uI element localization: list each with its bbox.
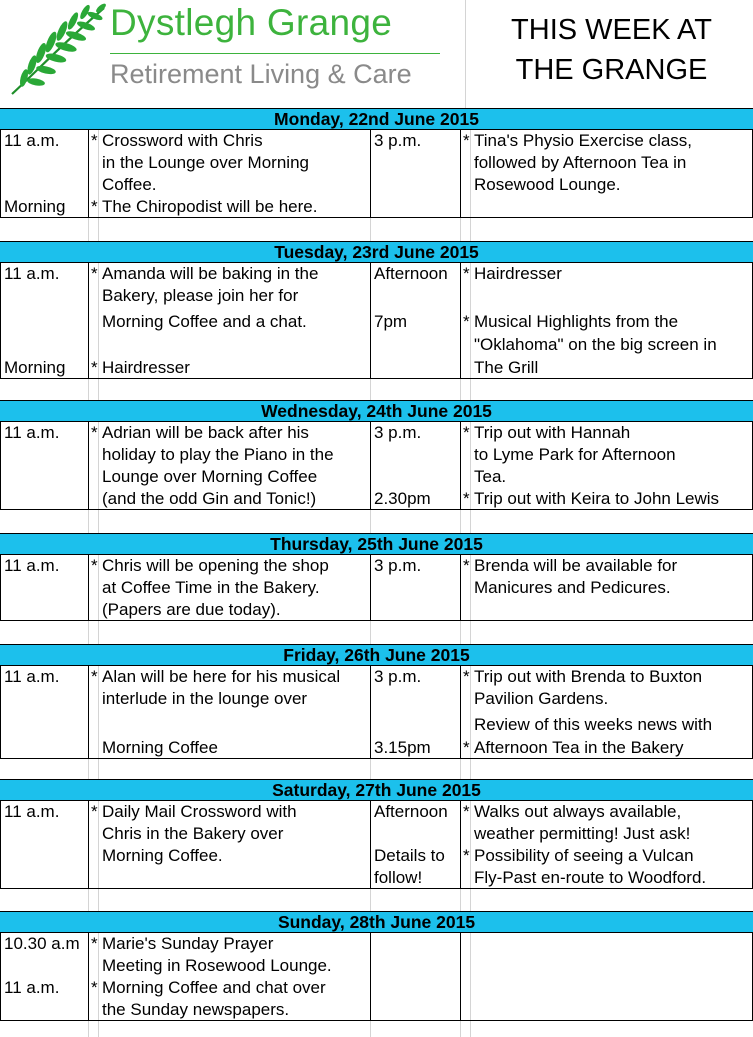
event-description: Alan will be here for his musical <box>102 667 341 686</box>
day-header-bar <box>0 779 753 801</box>
column-border <box>460 129 461 218</box>
event-description: Afternoon Tea in the Bakery <box>474 738 684 757</box>
day-header-bar <box>0 533 753 555</box>
event-description: Chris in the Bakery over <box>102 824 284 843</box>
column-border <box>88 800 89 889</box>
bullet-star: * <box>91 197 98 216</box>
event-time: follow! <box>374 868 423 887</box>
bullet-star: * <box>91 131 98 150</box>
bullet-star: * <box>463 423 470 442</box>
event-description: Marie's Sunday Prayer <box>102 934 274 953</box>
bullet-star: * <box>463 846 470 865</box>
event-description: Brenda will be available for <box>474 556 678 575</box>
event-description: Lounge over Morning Coffee <box>102 467 318 486</box>
event-description: (Papers are due today). <box>102 600 281 619</box>
event-time: 11 a.m. <box>4 667 60 686</box>
event-time: 7pm <box>374 312 408 331</box>
fern-leaf-icon <box>8 2 108 103</box>
event-description: Fly-Past en-route to Woodford. <box>474 868 707 887</box>
day-section <box>0 241 753 379</box>
event-description: Tea. <box>474 467 507 486</box>
column-border <box>460 262 461 379</box>
column-border <box>370 262 371 379</box>
event-description: holiday to play the Piano in the <box>102 445 334 464</box>
event-time: 11 a.m. <box>4 423 60 442</box>
event-description: The Chiropodist will be here. <box>102 197 318 216</box>
event-description: Meeting in Rosewood Lounge. <box>102 956 332 975</box>
event-description: interlude in the lounge over <box>102 689 308 708</box>
day-title: Sunday, 28th June 2015 <box>277 912 476 932</box>
column-border <box>88 129 89 218</box>
event-description: followed by Afternoon Tea in <box>474 153 687 172</box>
event-description: Chris will be opening the shop <box>102 556 329 575</box>
bullet-star: * <box>91 264 98 283</box>
event-time: 2.30pm <box>374 489 431 508</box>
column-border <box>370 421 371 510</box>
event-description: "Oklahoma" on the big screen in <box>474 335 717 354</box>
event-time: Morning <box>4 358 66 377</box>
day-header-bar <box>0 644 753 666</box>
event-time: Morning <box>4 197 66 216</box>
column-border <box>88 421 89 510</box>
event-time: 10.30 a.m <box>4 934 80 953</box>
header <box>0 0 753 108</box>
event-time: Afternoon <box>374 264 448 283</box>
event-description: Adrian will be back after his <box>102 423 309 442</box>
column-border <box>460 665 461 759</box>
event-description: in the Lounge over Morning <box>102 153 309 172</box>
bullet-star: * <box>463 489 470 508</box>
day-title: Thursday, 25th June 2015 <box>270 534 483 554</box>
column-border <box>370 932 371 1021</box>
column-border <box>460 554 461 621</box>
event-description: Bakery, please join her for <box>102 286 299 305</box>
event-description: Daily Mail Crossword with <box>102 802 297 821</box>
event-description: Morning Coffee. <box>102 846 223 865</box>
event-description: Morning Coffee and chat over <box>102 978 326 997</box>
bullet-star: * <box>463 738 470 757</box>
event-time: 3 p.m. <box>374 131 422 150</box>
event-description: Hairdresser <box>474 264 562 283</box>
day-header-bar <box>0 911 753 933</box>
day-title: Monday, 22nd June 2015 <box>274 109 479 129</box>
event-description: Trip out with Keira to John Lewis <box>474 489 720 508</box>
event-description: Review of this weeks news with <box>474 715 713 734</box>
bullet-star: * <box>91 934 98 953</box>
bullet-star: * <box>91 802 98 821</box>
event-time: 11 a.m. <box>4 264 60 283</box>
day-section <box>0 644 753 759</box>
event-time: 11 a.m. <box>4 978 60 997</box>
event-description: at Coffee Time in the Bakery. <box>102 578 320 597</box>
column-border <box>370 665 371 759</box>
bullet-star: * <box>91 358 98 377</box>
bullet-star: * <box>91 667 98 686</box>
bullet-star: * <box>91 556 98 575</box>
event-description: Trip out with Hannah <box>474 423 631 442</box>
event-description: (and the odd Gin and Tonic!) <box>102 489 317 508</box>
event-description: Possibility of seeing a Vulcan <box>474 846 694 865</box>
event-time: 3 p.m. <box>374 667 422 686</box>
day-section <box>0 911 753 1021</box>
event-description: Rosewood Lounge. <box>474 175 621 194</box>
bullet-star: * <box>463 312 470 331</box>
event-description: Pavilion Gardens. <box>474 689 609 708</box>
column-border <box>370 554 371 621</box>
event-description: to Lyme Park for Afternoon <box>474 445 676 464</box>
page-title-line-2: THE GRANGE <box>515 54 708 86</box>
event-description: Morning Coffee <box>102 738 218 757</box>
day-header-bar <box>0 108 753 130</box>
bullet-star: * <box>463 556 470 575</box>
event-time: 11 a.m. <box>4 802 60 821</box>
bullet-star: * <box>463 802 470 821</box>
page-title-line-1: THIS WEEK AT <box>511 14 712 46</box>
page-title <box>470 10 753 90</box>
bullet-star: * <box>91 423 98 442</box>
column-border <box>88 932 89 1021</box>
event-time: 11 a.m. <box>4 131 60 150</box>
bullet-star: * <box>463 667 470 686</box>
day-section <box>0 108 753 218</box>
event-description: Coffee. <box>102 175 157 194</box>
day-title: Friday, 26th June 2015 <box>283 645 470 665</box>
column-border <box>370 129 371 218</box>
event-description: Amanda will be baking in the <box>102 264 319 283</box>
day-header-bar <box>0 241 753 263</box>
brand-name: Dystlegh Grange <box>110 2 393 43</box>
event-description: The Grill <box>474 358 539 377</box>
day-section <box>0 779 753 889</box>
header-divider <box>465 0 466 108</box>
event-description: the Sunday newspapers. <box>102 1000 290 1019</box>
event-description: Manicures and Pedicures. <box>474 578 671 597</box>
column-border <box>88 262 89 379</box>
event-time: Afternoon <box>374 802 448 821</box>
event-time: 3.15pm <box>374 738 431 757</box>
event-description: Tina's Physio Exercise class, <box>474 131 693 150</box>
event-description: Hairdresser <box>102 358 190 377</box>
event-description: Walks out always available, <box>474 802 682 821</box>
event-description: Trip out with Brenda to Buxton <box>474 667 703 686</box>
event-description: Crossword with Chris <box>102 131 263 150</box>
column-border <box>370 800 371 889</box>
brand-divider <box>110 53 440 54</box>
bullet-star: * <box>91 978 98 997</box>
bullet-star: * <box>463 131 470 150</box>
column-border <box>460 421 461 510</box>
day-header-bar <box>0 400 753 422</box>
day-title: Wednesday, 24th June 2015 <box>261 401 492 421</box>
day-title: Saturday, 27th June 2015 <box>272 780 481 800</box>
event-time: 11 a.m. <box>4 556 60 575</box>
column-border <box>88 554 89 621</box>
event-description: Musical Highlights from the <box>474 312 679 331</box>
day-section <box>0 400 753 510</box>
brand-tagline: Retirement Living & Care <box>110 59 412 89</box>
event-description: weather permitting! Just ask! <box>474 824 691 843</box>
bullet-star: * <box>463 264 470 283</box>
column-border <box>460 800 461 889</box>
event-time: Details to <box>374 846 445 865</box>
event-time: 3 p.m. <box>374 556 422 575</box>
event-description: Morning Coffee and a chat. <box>102 312 307 331</box>
event-time: 3 p.m. <box>374 423 422 442</box>
day-title: Tuesday, 23rd June 2015 <box>274 242 479 262</box>
day-section <box>0 533 753 621</box>
column-border <box>460 932 461 1021</box>
column-border <box>88 665 89 759</box>
